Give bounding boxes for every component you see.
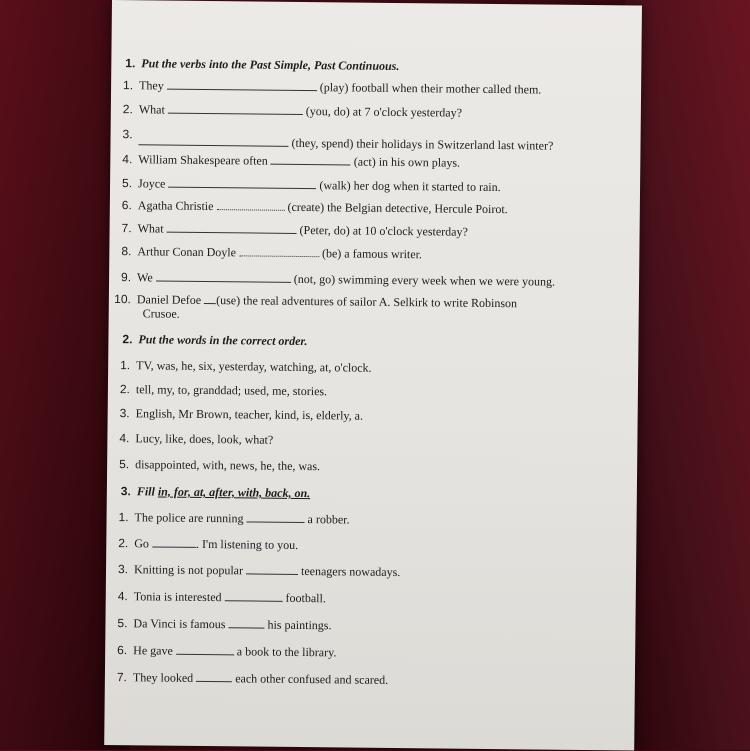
s3-item-1: 1. The police are running a robber. <box>118 510 350 527</box>
s2-item-5: 5. disappointed, with, news, he, the, was. <box>119 457 321 474</box>
answer-blank[interactable] <box>168 177 316 190</box>
answer-blank[interactable] <box>168 103 303 115</box>
s1-item-5: 5. Joyce (walk) her dog when it started to rain. <box>121 176 501 195</box>
answer-blank[interactable] <box>176 644 234 656</box>
answer-blank[interactable] <box>138 134 288 147</box>
section1-heading: 1. Put the verbs into the Past Simple, Past Continuous. <box>125 56 400 74</box>
answer-blank[interactable] <box>216 199 284 211</box>
s3-item-6: 6. He gave a book to the library. <box>117 643 337 660</box>
word-bank: in, for, at, after, with, back, on. <box>157 484 311 501</box>
s3-item-7: 7. They looked each other confused and scared. <box>116 670 389 687</box>
worksheet-paper <box>104 0 642 751</box>
s1-item-3-body: (they, spend) their holidays in Switzerland last winter? <box>138 134 553 153</box>
s2-item-3: 3. English, Mr Brown, teacher, kind, is, elderly, a. <box>119 406 364 423</box>
s1-item-3: 3. <box>122 127 133 142</box>
s1-item-4: 4. William Shakespeare often (act) in his own plays. <box>122 152 461 170</box>
answer-blank[interactable] <box>246 563 298 575</box>
s1-item-10: 10. Daniel Defoe (use) the real adventures of sailor A. Selkirk to write Robinson <box>114 292 518 311</box>
answer-blank[interactable] <box>167 222 297 234</box>
s3-item-5: 5. Da Vinci is famous his paintings. <box>117 616 332 633</box>
s1-item-2: 2. What (you, do) at 7 o'clock yesterday? <box>122 102 463 120</box>
s2-item-2: 2. tell, my, to, granddad; used, me, stories. <box>119 382 328 399</box>
s3-item-3: 3. Knitting is not popular teenagers nowadays. <box>117 562 401 580</box>
answer-blank[interactable] <box>167 79 317 92</box>
s1-item-9: 9. We (not, go) swimming every week when we were young. <box>121 270 556 289</box>
answer-blank[interactable] <box>228 617 264 628</box>
answer-blank[interactable] <box>239 245 319 257</box>
answer-blank[interactable] <box>247 511 305 523</box>
s2-item-1: 1. TV, was, he, six, yesterday, watching, at, o'clock. <box>120 358 372 375</box>
s1-item-10-continuation: Crusoe. <box>142 306 180 321</box>
s1-item-7: 7. What (Peter, do) at 10 o'clock yesterday? <box>121 221 468 239</box>
answer-blank[interactable] <box>204 293 216 304</box>
s1-item-1: 1. They (play) football when their mother called them. <box>123 78 542 97</box>
s3-item-2: 2. Go . I'm listening to you. <box>118 536 299 552</box>
s1-item-6: 6. Agatha Christie (create) the Belgian detective, Hercule Poirot. <box>121 198 508 217</box>
answer-blank[interactable] <box>271 154 351 166</box>
s1-item-8: 8. Arthur Conan Doyle (be) a famous writer. <box>121 244 423 262</box>
answer-blank[interactable] <box>152 536 196 547</box>
s2-item-4: 4. Lucy, like, does, look, what? <box>119 431 274 447</box>
answer-blank[interactable] <box>225 590 283 602</box>
answer-blank[interactable] <box>196 671 232 682</box>
s3-item-4: 4. Tonia is interested football. <box>117 589 326 606</box>
velvet-background-right <box>625 0 750 750</box>
section2-heading: 2. Put the words in the correct order. <box>122 332 308 349</box>
section3-heading: 3. Fill in, for, at, after, with, back, on. <box>120 484 311 501</box>
answer-blank[interactable] <box>156 270 291 282</box>
